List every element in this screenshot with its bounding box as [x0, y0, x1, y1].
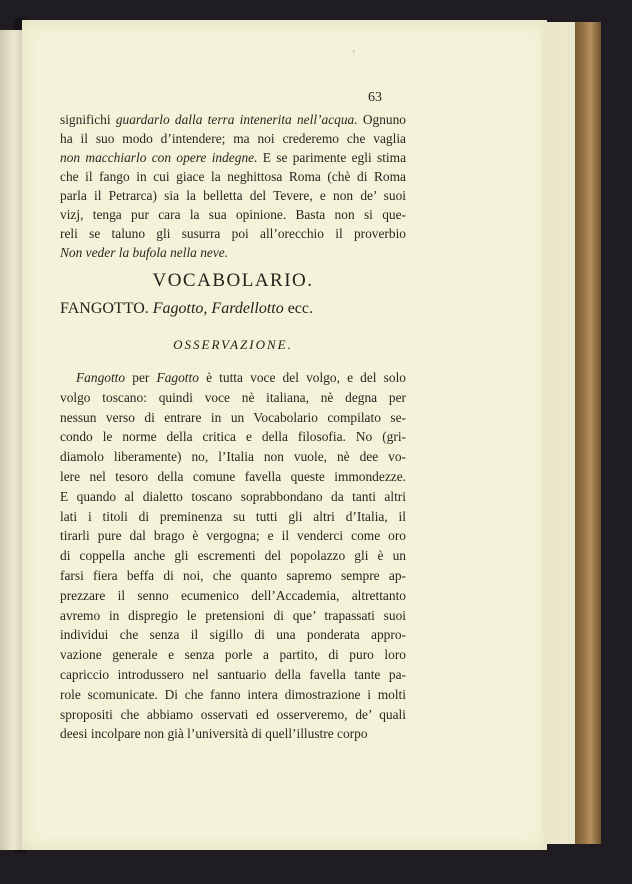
text-run: individui che senza il sigillo di una ponderata appro-	[60, 627, 406, 643]
text-line	[60, 546, 406, 566]
entry-variants: Fagotto, Fardellotto	[152, 300, 284, 317]
dictionary-entry	[60, 300, 406, 318]
top-mark: ʿ	[352, 50, 356, 61]
text-run: E se parimente egli stima	[257, 150, 407, 165]
text-run: per	[125, 370, 157, 385]
text-run: ha il suo modo d’intendere; ma noi crederemo che vaglia	[60, 131, 406, 146]
text-run: lati i titoli di preminenza su tutti gli altri d’Italia, il	[60, 508, 406, 524]
text-run: vizj, tenga pur cara la sua opinione. Basta non si que-	[60, 207, 406, 222]
text-line	[60, 368, 406, 388]
text-line	[60, 685, 406, 705]
text-line	[60, 243, 406, 262]
text-line	[60, 467, 406, 487]
text-line	[60, 167, 406, 186]
text-run: deesi incolpare non già l’università di quell’illustre corpo	[60, 726, 368, 742]
text-line	[60, 148, 406, 167]
italic-phrase: Fangotto	[76, 370, 126, 385]
text-line	[60, 224, 406, 243]
text-line	[60, 186, 406, 205]
text-run: di coppella anche gli escrementi del popolazzo gli è un	[60, 548, 406, 564]
book-cover-edge	[575, 22, 601, 844]
text-line	[60, 724, 406, 744]
text-run: farsi fiera beffa di noi, che quanto sapremo sempre ap-	[60, 567, 406, 583]
italic-phrase: guardarlo dalla terra intenerita nell’acqua.	[115, 112, 358, 127]
text-run: capriccio introdussero nel santuario della favella tante pa-	[60, 666, 406, 682]
text-line	[60, 566, 406, 586]
text-run: volgo toscano: quindi voce nè italiana, nè degna per	[60, 389, 406, 405]
text-run: reli se taluno gli susurra poi all’orecchio il proverbio	[60, 226, 406, 241]
italic-phrase: non macchiarlo con opere indegne.	[60, 150, 258, 165]
text-run: significhi	[60, 112, 116, 127]
observation-heading: OSSERVAZIONE.	[173, 337, 293, 352]
text-line	[60, 408, 406, 428]
text-run: che il fango in cui giace la neghittosa Roma (chè di Roma	[60, 169, 406, 184]
text-run: è tutta voce del volgo, e del solo	[198, 370, 406, 385]
text-line	[60, 625, 406, 645]
text-line	[60, 427, 406, 447]
text-run: diamolo liberamente) no, l’Italia non vuole, nè dee vo-	[60, 449, 406, 465]
text-run: nessun verso di entrare in un Vocabolario compilato se-	[60, 409, 406, 425]
italic-phrase: Non veder la bufola nella neve.	[60, 245, 229, 260]
entry-term: FANGOTTO.	[60, 300, 149, 317]
text-line	[60, 705, 406, 725]
section-heading: VOCABOLARIO.	[152, 270, 314, 291]
text-line	[60, 586, 406, 606]
entry-suffix: ecc.	[287, 300, 314, 317]
intro-paragraph	[60, 110, 406, 262]
text-run: parla il Petrarca) sia la belletta del Tevere, e non de’ suoi	[60, 188, 406, 203]
text-run: E quando al dialetto toscano soprabbondano da tanti altri	[60, 488, 406, 504]
text-run: Ognuno	[357, 112, 406, 127]
observation-paragraph	[60, 368, 406, 744]
text-line	[60, 388, 406, 408]
text-run: avremo in dispregio le pretensioni di que’ trapassati suoi	[60, 607, 406, 623]
text-run: condo le norme della critica e della filosofia. No (gri-	[60, 429, 406, 445]
text-run: spropositi che abbiamo osservati ed osserveremo, de’ quali	[60, 706, 406, 722]
text-line	[60, 110, 406, 129]
text-run: lere nel tesoro della comune favella queste immondezze.	[60, 468, 406, 484]
text-line	[60, 447, 406, 467]
page-number: 63	[368, 90, 382, 105]
text-line	[60, 526, 406, 546]
left-page-edge	[0, 30, 22, 850]
text-line	[60, 665, 406, 685]
text-run: role scomunicate. Di che fanno intera dimostrazione i molti	[60, 686, 406, 702]
text-run: vazione generale e senza porle a partito, di puro loro	[60, 647, 406, 663]
text-run: tirarli pure dal brago è vergogna; e il venderci come oro	[60, 528, 406, 544]
text-line	[60, 606, 406, 626]
italic-phrase: Fagotto	[156, 370, 199, 385]
text-line	[60, 487, 406, 507]
text-line	[60, 645, 406, 665]
text-run: prezzare il senno ecumenico dell’Accademia, altrettanto	[60, 587, 406, 603]
text-line	[60, 507, 406, 527]
text-line	[60, 205, 406, 224]
text-line	[60, 129, 406, 148]
